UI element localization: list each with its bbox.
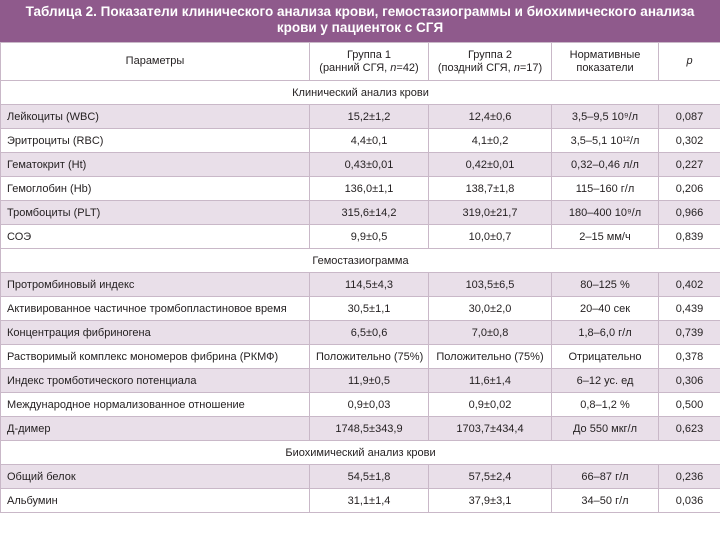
row-group2: 11,6±1,4 [429,369,552,393]
table-row [1,225,720,249]
row-norm: 0,8–1,2 % [552,393,659,417]
header-group2 [429,43,552,81]
row-name: Международное нормализованное отношение [1,393,310,417]
header-p [659,43,720,81]
table-row [1,345,720,369]
row-p: 0,500 [659,393,720,417]
row-p: 0,739 [659,321,720,345]
row-group2: 0,9±0,02 [429,393,552,417]
row-norm: 1,8–6,0 г/л [552,321,659,345]
row-p: 0,236 [659,465,720,489]
row-p: 0,623 [659,417,720,441]
header-group2-n: n [513,61,520,74]
row-name: СОЭ [1,225,310,249]
row-group1: 15,2±1,2 [310,105,429,129]
row-group2: Положительно (75%) [429,345,552,369]
header-norm [552,43,659,81]
table-row [1,369,720,393]
table-row [1,129,720,153]
header-group2-line1: Группа 2 [467,48,513,61]
row-group1: 0,9±0,03 [310,393,429,417]
table-row [1,417,720,441]
table-row [1,393,720,417]
row-norm: 34–50 г/л [552,489,659,513]
row-norm: Отрицательно [552,345,659,369]
row-norm: 2–15 мм/ч [552,225,659,249]
section-title: Биохимический анализ крови [1,441,720,465]
header-group1-line1: Группа 1 [346,48,392,61]
row-p: 0,306 [659,369,720,393]
header-param: Параметры [1,43,310,81]
data-table [0,42,720,513]
row-group1: 30,5±1,1 [310,297,429,321]
row-p: 0,206 [659,177,720,201]
header-group2-line2-pre: (поздний СГЯ, [437,61,514,74]
table-row [1,321,720,345]
row-group2: 37,9±3,1 [429,489,552,513]
row-norm: 0,32–0,46 л/л [552,153,659,177]
row-group1: 114,5±4,3 [310,273,429,297]
table-row [1,105,720,129]
row-group2: 7,0±0,8 [429,321,552,345]
header-p-label: p [686,55,693,67]
table-title-line2: крови у пациенток с СГЯ [276,20,444,35]
table-row [1,177,720,201]
section-title: Гемостазиограмма [1,249,720,273]
row-group1: Положительно (75%) [310,345,429,369]
table-row [1,489,720,513]
row-p: 0,839 [659,225,720,249]
row-p: 0,036 [659,489,720,513]
row-group2: 57,5±2,4 [429,465,552,489]
row-group1: 9,9±0,5 [310,225,429,249]
row-group1: 1748,5±343,9 [310,417,429,441]
header-group1-n: n [390,61,397,74]
row-name: Лейкоциты (WBC) [1,105,310,129]
row-group2: 1703,7±434,4 [429,417,552,441]
row-name: Гематокрит (Ht) [1,153,310,177]
row-name: Растворимый комплекс мономеров фибрина (РКМФ) [1,345,310,369]
row-p: 0,966 [659,201,720,225]
row-norm: 180–400 10⁹/л [552,201,659,225]
row-name: Тромбоциты (PLT) [1,201,310,225]
header-norm-line2: показатели [576,61,634,74]
row-group2: 4,1±0,2 [429,129,552,153]
row-norm: 3,5–5,1 10¹²/л [552,129,659,153]
row-norm: До 550 мкг/л [552,417,659,441]
row-name: Эритроциты (RBC) [1,129,310,153]
table-title [0,0,720,42]
row-norm: 115–160 г/л [552,177,659,201]
table-row [1,153,720,177]
row-p: 0,087 [659,105,720,129]
section-row [1,441,720,465]
row-p: 0,227 [659,153,720,177]
row-norm: 66–87 г/л [552,465,659,489]
row-group1: 315,6±14,2 [310,201,429,225]
row-group2: 12,4±0,6 [429,105,552,129]
table-row [1,465,720,489]
row-norm: 80–125 % [552,273,659,297]
header-norm-line1: Нормативные [569,48,641,61]
header-group2-line2-post: =17) [519,61,543,74]
row-p: 0,402 [659,273,720,297]
row-name: Индекс тромботического потенциала [1,369,310,393]
row-group2: 319,0±21,7 [429,201,552,225]
row-p: 0,378 [659,345,720,369]
row-group2: 30,0±2,0 [429,297,552,321]
row-norm: 6–12 ус. ед [552,369,659,393]
header-row [1,43,720,81]
row-norm: 20–40 сек [552,297,659,321]
row-group1: 31,1±1,4 [310,489,429,513]
row-p: 0,302 [659,129,720,153]
section-title: Клинический анализ крови [1,81,720,105]
row-group2: 138,7±1,8 [429,177,552,201]
row-name: Д-димер [1,417,310,441]
section-row [1,249,720,273]
row-group1: 4,4±0,1 [310,129,429,153]
row-name: Активированное частичное тромбопластиновое время [1,297,310,321]
section-row [1,81,720,105]
row-name: Гемоглобин (Hb) [1,177,310,201]
row-group2: 10,0±0,7 [429,225,552,249]
row-group2: 103,5±6,5 [429,273,552,297]
row-group1: 136,0±1,1 [310,177,429,201]
row-group2: 0,42±0,01 [429,153,552,177]
header-group1-line2-post: =42) [396,61,419,74]
row-norm: 3,5–9,5 10⁹/л [552,105,659,129]
row-group1: 54,5±1,8 [310,465,429,489]
table-row [1,297,720,321]
row-name: Общий белок [1,465,310,489]
table-title-line1: Таблица 2. Показатели клинического анализа крови, гемостазиограммы и биохимического анализа [25,4,695,19]
header-group1 [310,43,429,81]
row-group1: 11,9±0,5 [310,369,429,393]
row-name: Альбумин [1,489,310,513]
row-p: 0,439 [659,297,720,321]
header-group1-line2-pre: (ранний СГЯ, [319,61,391,74]
table-row [1,201,720,225]
row-group1: 0,43±0,01 [310,153,429,177]
row-name: Протромбиновый индекс [1,273,310,297]
row-group1: 6,5±0,6 [310,321,429,345]
table-row [1,273,720,297]
row-name: Концентрация фибриногена [1,321,310,345]
